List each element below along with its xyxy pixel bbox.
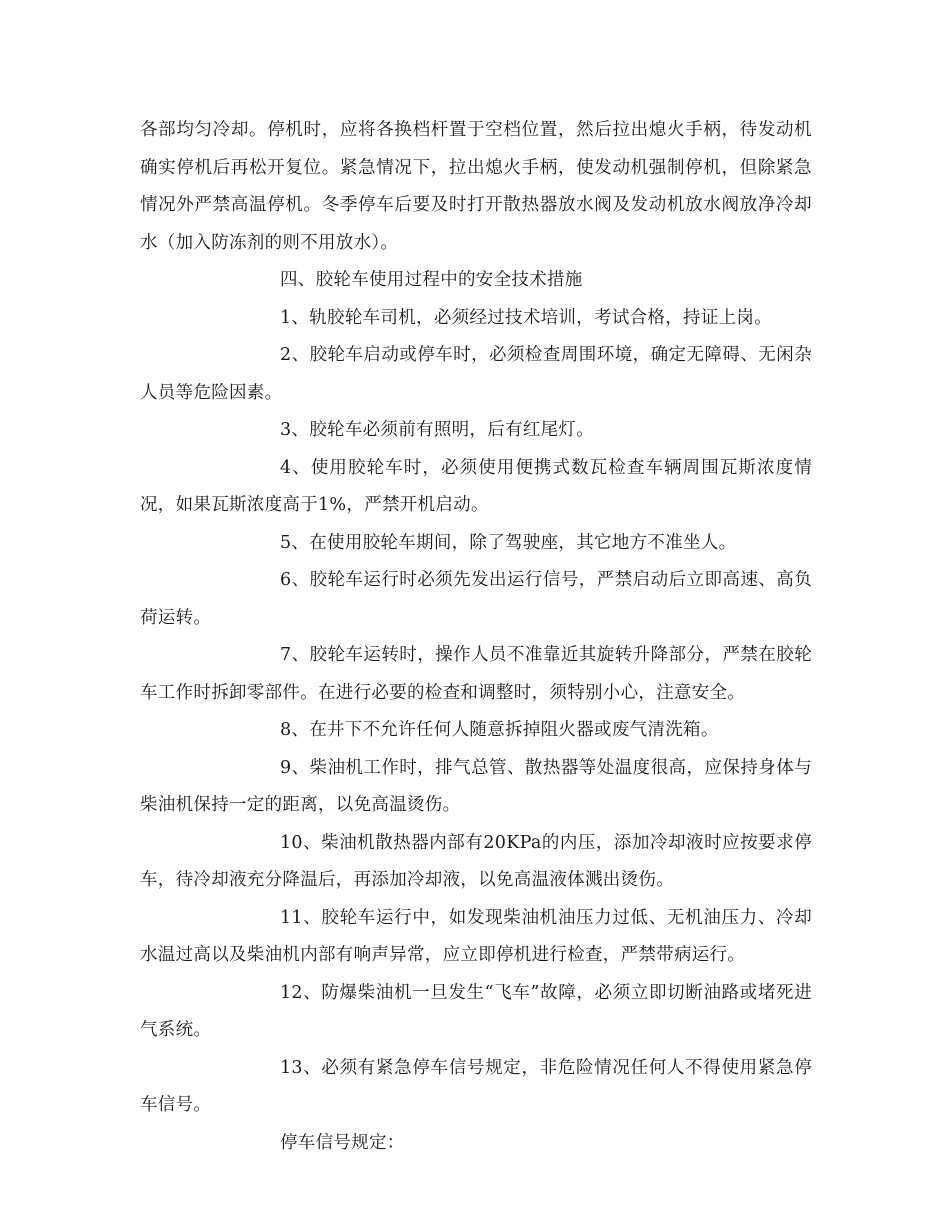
document-body <box>140 112 812 1162</box>
list-item: 7、胶轮车运转时，操作人员不准靠近其旋转升降部分，严禁在胶轮车工作时拆卸零部件。在进行必要的检查和调整时，须特别小心，注意安全。 <box>140 645 812 703</box>
paragraph-continuation: 各部均匀冷却。停机时，应将各换档杆置于空档位置，然后拉出熄火手柄，待发动机确实停机后再松开复位。紧急情况下，拉出熄火手柄，使发动机强制停机，但除紧急情况外严禁高温停机。冬季停车后要及时打开散热器放水阀及发动机放水阀放净冷却水（加入防冻剂的则不用放水）。 <box>140 120 812 253</box>
list-item: 9、柴油机工作时，排气总管、散热器等处温度很高，应保持身体与柴油机保持一定的距离，以免高温烫伤。 <box>140 757 812 815</box>
list-item: 8、在井下不允许任何人随意拆掉阻火器或废气清洗箱。 <box>280 720 719 740</box>
list-item: 12、防爆柴油机一旦发生“飞车”故障，必须立即切断油路或堵死进气系统。 <box>140 982 812 1040</box>
list-item: 3、胶轮车必须前有照明，后有红尾灯。 <box>280 420 595 440</box>
list-item: 5、在使用胶轮车期间，除了驾驶座，其它地方不准坐人。 <box>280 532 737 553</box>
list-item: 2、胶轮车启动或停车时，必须检查周围环境，确定无障碍、无闲杂人员等危险因素。 <box>140 345 812 403</box>
list-item: 13、必须有紧急停车信号规定，非危险情况任何人不得使用紧急停车信号。 <box>140 1057 812 1115</box>
list-item: 10、柴油机散热器内部有20KPa的内压，添加冷却液时应按要求停车，待冷却液充分降温后，再添加冷却液，以免高温液体溅出烫伤。 <box>140 832 812 890</box>
list-item: 4、使用胶轮车时，必须使用便携式数瓦检查车辆周围瓦斯浓度情况，如果瓦斯浓度高于1%，严禁开机启动。 <box>140 457 812 515</box>
section-heading: 四、胶轮车使用过程中的安全技术措施 <box>280 270 583 290</box>
subheading: 停车信号规定： <box>280 1132 405 1153</box>
list-item: 6、胶轮车运行时必须先发出运行信号，严禁启动后立即高速、高负荷运转。 <box>140 570 812 628</box>
list-item: 1、轨胶轮车司机，必须经过技术培训，考试合格，持证上岗。 <box>280 307 773 328</box>
list-item: 11、胶轮车运行中，如发现柴油机油压力过低、无机油压力、冷却水温过高以及柴油机内部有响声异常，应立即停机进行检查，严禁带病运行。 <box>140 907 812 965</box>
